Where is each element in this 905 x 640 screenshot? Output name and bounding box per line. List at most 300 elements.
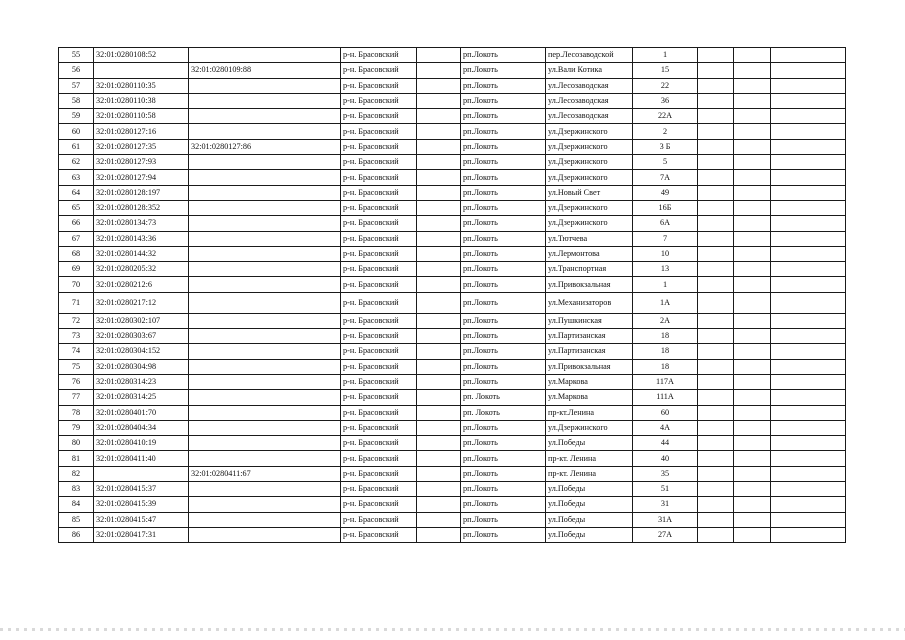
empty-cell [417, 216, 461, 231]
empty-cell [734, 482, 771, 497]
empty-cell [771, 109, 846, 124]
empty-cell [771, 420, 846, 435]
street-cell: ул.Лесозаводская [546, 78, 633, 93]
locality-cell: рп.Локоть [461, 374, 546, 389]
district-cell: р-н. Брасовский [341, 63, 417, 78]
empty-cell [698, 329, 734, 344]
cadastral-number [94, 63, 189, 78]
house-number-cell: 7А [633, 170, 698, 185]
row-number: 66 [59, 216, 94, 231]
cadastral-number: 32:01:0280415:39 [94, 497, 189, 512]
cadastral-number-alt [189, 231, 341, 246]
cadastral-number: 32:01:0280144:32 [94, 246, 189, 261]
empty-cell [698, 451, 734, 466]
locality-cell: рп.Локоть [461, 277, 546, 292]
empty-cell [734, 155, 771, 170]
table-row [59, 48, 846, 63]
empty-cell [698, 374, 734, 389]
empty-cell [734, 185, 771, 200]
empty-cell [771, 482, 846, 497]
empty-cell [698, 527, 734, 542]
empty-cell [698, 139, 734, 154]
street-cell: ул.Вали Котика [546, 63, 633, 78]
empty-cell [698, 344, 734, 359]
row-number: 79 [59, 420, 94, 435]
street-cell: ул.Привокзальная [546, 359, 633, 374]
locality-cell: рп.Локоть [461, 344, 546, 359]
empty-cell [771, 231, 846, 246]
cadastral-number-alt [189, 313, 341, 328]
street-cell: ул.Победы [546, 497, 633, 512]
table-row [59, 124, 846, 139]
empty-cell [771, 466, 846, 481]
district-cell: р-н. Брасовский [341, 436, 417, 451]
cadastral-number: 32:01:0280128:352 [94, 200, 189, 215]
house-number-cell: 40 [633, 451, 698, 466]
empty-cell [698, 466, 734, 481]
row-number: 84 [59, 497, 94, 512]
locality-cell: рп.Локоть [461, 139, 546, 154]
locality-cell: рп.Локоть [461, 451, 546, 466]
district-cell: р-н. Брасовский [341, 329, 417, 344]
house-number-cell: 31А [633, 512, 698, 527]
table-row [59, 185, 846, 200]
table-row [59, 216, 846, 231]
house-number-cell: 36 [633, 93, 698, 108]
street-cell: ул.Лесозаводская [546, 109, 633, 124]
empty-cell [417, 329, 461, 344]
cadastral-number-alt [189, 78, 341, 93]
empty-cell [698, 512, 734, 527]
house-number-cell: 10 [633, 246, 698, 261]
row-number: 56 [59, 63, 94, 78]
district-cell: р-н. Брасовский [341, 200, 417, 215]
row-number: 61 [59, 139, 94, 154]
cadastral-number-alt [189, 329, 341, 344]
empty-cell [771, 512, 846, 527]
row-number: 64 [59, 185, 94, 200]
row-number: 75 [59, 359, 94, 374]
table-row [59, 78, 846, 93]
row-number: 59 [59, 109, 94, 124]
empty-cell [698, 200, 734, 215]
district-cell: р-н. Брасовский [341, 277, 417, 292]
empty-cell [698, 497, 734, 512]
empty-cell [698, 170, 734, 185]
cadastral-number: 32:01:0280110:38 [94, 93, 189, 108]
street-cell: ул.Маркова [546, 374, 633, 389]
empty-cell [417, 48, 461, 63]
empty-cell [771, 124, 846, 139]
empty-cell [734, 292, 771, 313]
locality-cell: рп.Локоть [461, 262, 546, 277]
table-row [59, 292, 846, 313]
empty-cell [698, 231, 734, 246]
cadastral-number-alt: 32:01:0280127:86 [189, 139, 341, 154]
cadastral-number: 32:01:0280110:35 [94, 78, 189, 93]
empty-cell [771, 48, 846, 63]
cadastral-number: 32:01:0280410:19 [94, 436, 189, 451]
empty-cell [698, 155, 734, 170]
cadastral-number: 32:01:0280127:35 [94, 139, 189, 154]
empty-cell [698, 292, 734, 313]
cadastral-number-alt [189, 155, 341, 170]
empty-cell [734, 359, 771, 374]
cadastral-number: 32:01:0280404:34 [94, 420, 189, 435]
empty-cell [734, 527, 771, 542]
locality-cell: рп. Локоть [461, 405, 546, 420]
district-cell: р-н. Брасовский [341, 292, 417, 313]
street-cell: ул.Победы [546, 482, 633, 497]
table-row [59, 231, 846, 246]
district-cell: р-н. Брасовский [341, 139, 417, 154]
empty-cell [417, 170, 461, 185]
cadastral-number-alt [189, 170, 341, 185]
house-number-cell: 22 [633, 78, 698, 93]
street-cell: ул.Транспортная [546, 262, 633, 277]
empty-cell [417, 527, 461, 542]
empty-cell [417, 231, 461, 246]
locality-cell: рп. Локоть [461, 390, 546, 405]
house-number-cell: 117А [633, 374, 698, 389]
table-row [59, 405, 846, 420]
empty-cell [734, 451, 771, 466]
house-number-cell: 44 [633, 436, 698, 451]
table-row [59, 329, 846, 344]
row-number: 55 [59, 48, 94, 63]
locality-cell: рп.Локоть [461, 466, 546, 481]
cadastral-number-alt [189, 262, 341, 277]
table-row [59, 420, 846, 435]
empty-cell [417, 63, 461, 78]
empty-cell [771, 436, 846, 451]
empty-cell [417, 451, 461, 466]
row-number: 77 [59, 390, 94, 405]
house-number-cell: 31 [633, 497, 698, 512]
cadastral-number-alt [189, 527, 341, 542]
locality-cell: рп.Локоть [461, 48, 546, 63]
row-number: 83 [59, 482, 94, 497]
table-row [59, 262, 846, 277]
row-number: 69 [59, 262, 94, 277]
empty-cell [417, 359, 461, 374]
district-cell: р-н. Брасовский [341, 231, 417, 246]
house-number-cell: 5 [633, 155, 698, 170]
cadastral-number: 32:01:0280128:197 [94, 185, 189, 200]
cadastral-number-alt [189, 109, 341, 124]
empty-cell [771, 170, 846, 185]
locality-cell: рп.Локоть [461, 329, 546, 344]
locality-cell: рп.Локоть [461, 359, 546, 374]
empty-cell [698, 313, 734, 328]
empty-cell [771, 246, 846, 261]
district-cell: р-н. Брасовский [341, 390, 417, 405]
empty-cell [417, 374, 461, 389]
row-number: 85 [59, 512, 94, 527]
cadastral-number: 32:01:0280314:23 [94, 374, 189, 389]
cadastral-number-alt [189, 390, 341, 405]
row-number: 86 [59, 527, 94, 542]
row-number: 65 [59, 200, 94, 215]
empty-cell [771, 216, 846, 231]
cadastral-number-alt: 32:01:0280109:88 [189, 63, 341, 78]
cadastral-number-alt [189, 48, 341, 63]
table-row [59, 246, 846, 261]
empty-cell [698, 78, 734, 93]
empty-cell [417, 436, 461, 451]
scan-noise [0, 628, 905, 631]
empty-cell [771, 155, 846, 170]
locality-cell: рп.Локоть [461, 200, 546, 215]
empty-cell [417, 313, 461, 328]
district-cell: р-н. Брасовский [341, 93, 417, 108]
row-number: 78 [59, 405, 94, 420]
empty-cell [698, 216, 734, 231]
empty-cell [771, 185, 846, 200]
locality-cell: рп.Локоть [461, 155, 546, 170]
street-cell: ул.Тютчева [546, 231, 633, 246]
cadastral-number-alt [189, 185, 341, 200]
house-number-cell: 2А [633, 313, 698, 328]
cadastral-number: 32:01:0280304:98 [94, 359, 189, 374]
street-cell: пр-кт.Ленина [546, 405, 633, 420]
house-number-cell: 51 [633, 482, 698, 497]
empty-cell [771, 262, 846, 277]
empty-cell [771, 139, 846, 154]
empty-cell [734, 93, 771, 108]
row-number: 60 [59, 124, 94, 139]
empty-cell [698, 124, 734, 139]
street-cell: пер.Лесозаводской [546, 48, 633, 63]
table-row [59, 93, 846, 108]
house-number-cell: 111А [633, 390, 698, 405]
district-cell: р-н. Брасовский [341, 451, 417, 466]
cadastral-number-alt [189, 405, 341, 420]
empty-cell [417, 277, 461, 292]
empty-cell [417, 466, 461, 481]
district-cell: р-н. Брасовский [341, 374, 417, 389]
empty-cell [734, 231, 771, 246]
cadastral-number: 32:01:0280411:40 [94, 451, 189, 466]
empty-cell [698, 436, 734, 451]
empty-cell [771, 277, 846, 292]
empty-cell [771, 527, 846, 542]
cadastral-number-alt [189, 93, 341, 108]
district-cell: р-н. Брасовский [341, 246, 417, 261]
empty-cell [771, 359, 846, 374]
empty-cell [771, 405, 846, 420]
street-cell: ул.Дзержинского [546, 170, 633, 185]
district-cell: р-н. Брасовский [341, 170, 417, 185]
empty-cell [771, 78, 846, 93]
cadastral-number-alt [189, 374, 341, 389]
table-row [59, 139, 846, 154]
locality-cell: рп.Локоть [461, 231, 546, 246]
street-cell: ул.Лермонтова [546, 246, 633, 261]
row-number: 82 [59, 466, 94, 481]
locality-cell: рп.Локоть [461, 246, 546, 261]
empty-cell [771, 374, 846, 389]
row-number: 76 [59, 374, 94, 389]
cadastral-number-alt [189, 277, 341, 292]
row-number: 62 [59, 155, 94, 170]
street-cell: пр-кт. Ленина [546, 451, 633, 466]
empty-cell [698, 390, 734, 405]
street-cell: ул.Новый Свет [546, 185, 633, 200]
cadastral-number: 32:01:0280401:70 [94, 405, 189, 420]
cadastral-number-alt [189, 246, 341, 261]
table-row [59, 109, 846, 124]
empty-cell [771, 292, 846, 313]
empty-cell [417, 200, 461, 215]
cadastral-number: 32:01:0280217:12 [94, 292, 189, 313]
table-row [59, 170, 846, 185]
street-cell: ул.Маркова [546, 390, 633, 405]
cadastral-number: 32:01:0280415:47 [94, 512, 189, 527]
empty-cell [734, 420, 771, 435]
empty-cell [734, 374, 771, 389]
empty-cell [698, 262, 734, 277]
locality-cell: рп.Локоть [461, 497, 546, 512]
table-row [59, 359, 846, 374]
locality-cell: рп.Локоть [461, 124, 546, 139]
row-number: 73 [59, 329, 94, 344]
cadastral-number-alt [189, 497, 341, 512]
empty-cell [734, 48, 771, 63]
house-number-cell: 35 [633, 466, 698, 481]
district-cell: р-н. Брасовский [341, 155, 417, 170]
row-number: 74 [59, 344, 94, 359]
table-row [59, 200, 846, 215]
empty-cell [417, 78, 461, 93]
district-cell: р-н. Брасовский [341, 313, 417, 328]
house-number-cell: 1 [633, 277, 698, 292]
empty-cell [417, 482, 461, 497]
empty-cell [417, 246, 461, 261]
empty-cell [734, 78, 771, 93]
cadastral-number: 32:01:0280212:6 [94, 277, 189, 292]
house-number-cell: 22А [633, 109, 698, 124]
empty-cell [417, 390, 461, 405]
row-number: 71 [59, 292, 94, 313]
empty-cell [771, 313, 846, 328]
table-row [59, 344, 846, 359]
locality-cell: рп.Локоть [461, 93, 546, 108]
street-cell: ул.Пушкинская [546, 313, 633, 328]
cadastral-number: 32:01:0280108:52 [94, 48, 189, 63]
street-cell: ул.Лесозаводская [546, 93, 633, 108]
empty-cell [734, 63, 771, 78]
street-cell: ул.Привокзальная [546, 277, 633, 292]
house-number-cell: 6А [633, 216, 698, 231]
cadastral-number-alt [189, 359, 341, 374]
district-cell: р-н. Брасовский [341, 216, 417, 231]
row-number: 57 [59, 78, 94, 93]
cadastral-number: 32:01:0280302:107 [94, 313, 189, 328]
house-number-cell: 1 [633, 48, 698, 63]
table-row [59, 466, 846, 481]
cadastral-number-alt [189, 344, 341, 359]
locality-cell: рп.Локоть [461, 292, 546, 313]
district-cell: р-н. Брасовский [341, 527, 417, 542]
cadastral-number: 32:01:0280304:152 [94, 344, 189, 359]
empty-cell [698, 185, 734, 200]
empty-cell [417, 109, 461, 124]
row-number: 67 [59, 231, 94, 246]
street-cell: ул.Механизаторов [546, 292, 633, 313]
empty-cell [734, 170, 771, 185]
cadastral-number: 32:01:0280127:94 [94, 170, 189, 185]
empty-cell [771, 63, 846, 78]
empty-cell [734, 109, 771, 124]
district-cell: р-н. Брасовский [341, 185, 417, 200]
district-cell: р-н. Брасовский [341, 124, 417, 139]
district-cell: р-н. Брасовский [341, 48, 417, 63]
empty-cell [734, 262, 771, 277]
street-cell: ул.Партизанская [546, 344, 633, 359]
locality-cell: рп.Локоть [461, 78, 546, 93]
empty-cell [771, 329, 846, 344]
house-number-cell: 15 [633, 63, 698, 78]
empty-cell [734, 124, 771, 139]
row-number: 81 [59, 451, 94, 466]
cadastral-number-alt [189, 512, 341, 527]
empty-cell [417, 185, 461, 200]
empty-cell [734, 497, 771, 512]
table-body [59, 48, 846, 543]
empty-cell [734, 200, 771, 215]
district-cell: р-н. Брасовский [341, 497, 417, 512]
empty-cell [417, 155, 461, 170]
house-number-cell: 49 [633, 185, 698, 200]
locality-cell: рп.Локоть [461, 109, 546, 124]
street-cell: ул.Дзержинского [546, 139, 633, 154]
empty-cell [698, 63, 734, 78]
street-cell: ул.Дзержинского [546, 200, 633, 215]
empty-cell [417, 420, 461, 435]
house-number-cell: 60 [633, 405, 698, 420]
cadastral-number-alt [189, 292, 341, 313]
table-row [59, 482, 846, 497]
empty-cell [698, 246, 734, 261]
table-row [59, 436, 846, 451]
cadastral-number-alt [189, 436, 341, 451]
street-cell: пр-кт. Ленина [546, 466, 633, 481]
empty-cell [417, 344, 461, 359]
house-number-cell: 18 [633, 329, 698, 344]
row-number: 63 [59, 170, 94, 185]
locality-cell: рп.Локоть [461, 185, 546, 200]
empty-cell [417, 262, 461, 277]
district-cell: р-н. Брасовский [341, 405, 417, 420]
locality-cell: рп.Локоть [461, 313, 546, 328]
house-number-cell: 18 [633, 344, 698, 359]
cadastral-number-alt [189, 200, 341, 215]
empty-cell [771, 390, 846, 405]
locality-cell: рп.Локоть [461, 436, 546, 451]
cadastral-number: 32:01:0280205:32 [94, 262, 189, 277]
table-row [59, 451, 846, 466]
locality-cell: рп.Локоть [461, 420, 546, 435]
district-cell: р-н. Брасовский [341, 109, 417, 124]
empty-cell [417, 139, 461, 154]
house-number-cell: 16Б [633, 200, 698, 215]
cadastral-number: 32:01:0280134:73 [94, 216, 189, 231]
empty-cell [734, 436, 771, 451]
locality-cell: рп.Локоть [461, 216, 546, 231]
empty-cell [417, 292, 461, 313]
empty-cell [698, 48, 734, 63]
